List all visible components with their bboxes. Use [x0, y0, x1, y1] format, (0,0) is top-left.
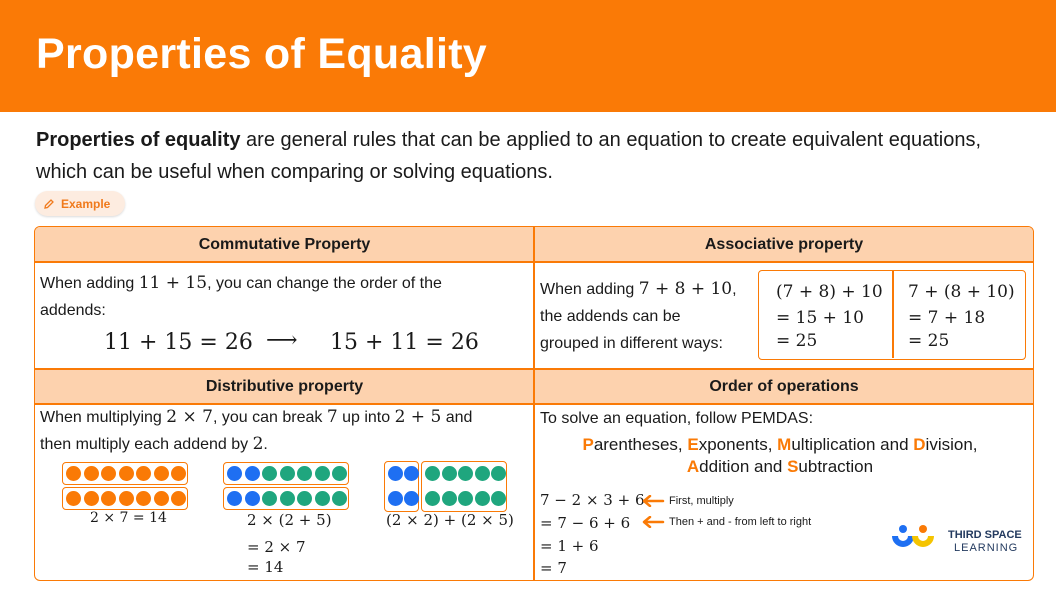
counter-dot — [388, 466, 403, 481]
note-first-multiply: First, multiply — [669, 495, 734, 507]
assoc-right-line: = 7 + 18 — [908, 308, 986, 328]
order-step: = 7 — [540, 559, 567, 577]
assoc-left-line: = 15 + 10 — [776, 308, 864, 328]
math-expression: 2 — [252, 434, 264, 454]
row-divider — [35, 368, 1034, 370]
counter-dot — [101, 466, 116, 481]
pemdas-word: ultiplication and — [791, 435, 914, 454]
logo-line-2: LEARNING — [954, 542, 1019, 554]
arrow-icon: ⟶ — [266, 328, 298, 353]
pemdas-letter: S — [787, 457, 799, 476]
counter-dot — [171, 466, 186, 481]
counter-dot — [119, 466, 134, 481]
counter-dot — [425, 491, 440, 506]
pemdas-letter: A — [686, 457, 700, 476]
counter-dot — [458, 491, 473, 506]
left-arrow-icon — [641, 495, 665, 507]
pemdas-word: arentheses, — [593, 435, 688, 454]
pemdas-list — [540, 434, 1020, 478]
counter-dot — [297, 491, 312, 506]
order-step: 7 − 2 × 3 + 6 — [540, 491, 645, 509]
text-fragment: addends: — [40, 302, 106, 319]
counter-dot — [491, 491, 506, 506]
counter-dot — [458, 466, 473, 481]
box-divider — [892, 271, 894, 358]
text-fragment: , — [732, 281, 737, 298]
counter-dot — [404, 491, 419, 506]
page-title: Properties of Equality — [36, 30, 488, 78]
counter-dot — [491, 466, 506, 481]
assoc-left-line: = 25 — [776, 331, 818, 351]
title-banner — [0, 0, 1056, 112]
order-step: = 1 + 6 — [540, 537, 599, 555]
commutative-heading: Commutative Property — [35, 227, 534, 262]
order-heading: Order of operations — [535, 369, 1033, 404]
counter-dot — [332, 466, 347, 481]
row-divider — [35, 261, 1034, 263]
commutative-equation-left: 11 + 15 = 26 — [104, 330, 253, 355]
pemdas-row-2 — [687, 457, 873, 476]
text-fragment: then multiply each addend by — [40, 436, 253, 453]
array-3-caption: (2 × 2) + (2 × 5) — [386, 511, 514, 529]
pemdas-word: ddition and — [699, 457, 788, 476]
pemdas-word: ivision, — [925, 435, 978, 454]
logo-text — [948, 529, 1022, 555]
math-expression: 7 + 8 + 10 — [638, 279, 733, 299]
math-expression: 2 × 7 — [166, 407, 213, 427]
math-expression: 2 + 5 — [394, 407, 442, 427]
logo-line-1: THIRD SPACE — [948, 529, 1022, 541]
commutative-equation-right: 15 + 11 = 26 — [330, 330, 479, 355]
counter-dot — [154, 491, 169, 506]
text-fragment: the addends can be — [540, 308, 681, 325]
intro-paragraph — [36, 124, 1026, 188]
text-fragment: up into — [337, 409, 395, 426]
commutative-text — [40, 270, 520, 324]
counter-dot — [262, 491, 277, 506]
array-2-caption: 2 × (2 + 5) — [247, 511, 332, 529]
order-step: = 7 − 6 + 6 — [540, 514, 631, 532]
text-fragment: , you can change the order of the — [207, 275, 442, 292]
assoc-left-line: (7 + 8) + 10 — [776, 282, 883, 302]
array-2-step: = 2 × 7 — [247, 538, 306, 556]
intro-bold: Properties of equality — [36, 129, 241, 151]
text-fragment: grouped in different ways: — [540, 335, 723, 352]
pemdas-letter: P — [582, 435, 594, 454]
counter-dot — [442, 466, 457, 481]
text-fragment: When multiplying — [40, 409, 167, 426]
counter-dot — [332, 491, 347, 506]
text-fragment: When adding — [540, 281, 639, 298]
counter-dot — [84, 491, 99, 506]
counter-dot — [66, 491, 81, 506]
counter-dot — [425, 466, 440, 481]
counter-dot — [388, 491, 403, 506]
counter-dot — [227, 491, 242, 506]
counter-dot — [475, 466, 490, 481]
counter-dot — [227, 466, 242, 481]
array-1-caption: 2 × 7 = 14 — [90, 510, 167, 526]
counter-dot — [442, 491, 457, 506]
associative-heading: Associative property — [535, 227, 1033, 262]
associative-text — [540, 276, 755, 357]
pemdas-letter: D — [913, 435, 926, 454]
counter-dot — [297, 466, 312, 481]
example-label: Example — [61, 196, 111, 211]
distributive-text — [40, 404, 520, 458]
pemdas-word: xponents, — [698, 435, 778, 454]
counter-dot — [101, 491, 116, 506]
assoc-right-line: = 25 — [908, 331, 950, 351]
third-space-logo-icon — [890, 524, 942, 554]
array-2-step: = 14 — [247, 558, 284, 576]
counter-dot — [262, 466, 277, 481]
pemdas-row-1 — [582, 435, 977, 454]
note-left-to-right: Then + and - from left to right — [669, 516, 812, 528]
pemdas-letter: E — [687, 435, 699, 454]
counter-dot — [136, 466, 151, 481]
counter-dot — [154, 466, 169, 481]
counter-dot — [280, 491, 295, 506]
counter-dot — [475, 491, 490, 506]
counter-dot — [171, 491, 186, 506]
counter-dot — [245, 491, 260, 506]
counter-dot — [404, 466, 419, 481]
pemdas-letter: M — [777, 435, 792, 454]
distributive-heading: Distributive property — [35, 369, 534, 404]
math-expression: 7 — [326, 407, 338, 427]
counter-dot — [84, 466, 99, 481]
text-fragment: When adding — [40, 275, 139, 292]
counter-dot — [66, 466, 81, 481]
left-arrow-icon — [641, 516, 665, 528]
counter-dot — [280, 466, 295, 481]
counter-dot — [315, 491, 330, 506]
text-fragment: and — [441, 409, 473, 426]
math-expression: 11 + 15 — [138, 273, 208, 293]
pencil-icon — [43, 198, 55, 210]
intro-text: are general rules that can be applied to an equation to create equivalent equations, which can be useful when comparing or solving equations. — [36, 129, 982, 183]
counter-dot — [119, 491, 134, 506]
example-button[interactable] — [35, 191, 125, 216]
order-intro: To solve an equation, follow PEMDAS: — [540, 410, 814, 427]
counter-dot — [136, 491, 151, 506]
text-fragment: . — [263, 436, 268, 453]
counter-dot — [315, 466, 330, 481]
assoc-right-line: 7 + (8 + 10) — [908, 282, 1015, 302]
pemdas-word: ubtraction — [798, 457, 874, 476]
counter-dot — [245, 466, 260, 481]
text-fragment: , you can break — [212, 409, 327, 426]
